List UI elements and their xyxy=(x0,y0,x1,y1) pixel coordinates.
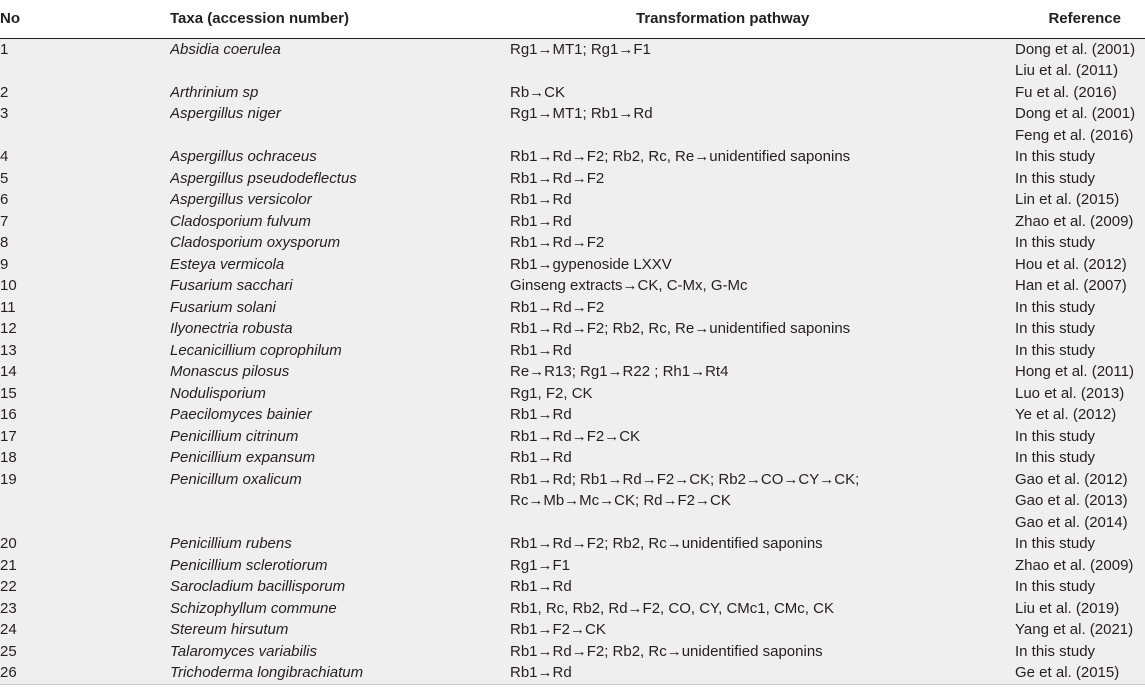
taxa-name: Cladosporium oxysporum xyxy=(170,232,510,254)
transformation-pathway xyxy=(510,38,1015,82)
row-number: 5 xyxy=(0,168,170,190)
reference xyxy=(1015,576,1145,598)
taxa-name: Paecilomyces bainier xyxy=(170,404,510,426)
row-number: 3 xyxy=(0,103,170,146)
taxa-name: Aspergillus versicolor xyxy=(170,189,510,211)
reference-line: In this study xyxy=(1015,341,1096,359)
reference-line: Ye et al. (2012) xyxy=(1015,406,1117,423)
table-row xyxy=(0,146,1145,168)
row-number: 2 xyxy=(0,82,170,104)
pathway-line: Rb1→Rd→F2; Rb2, Rc, Re→unidentified saponins xyxy=(510,320,851,337)
reference xyxy=(1015,361,1145,383)
reference-line: In this study xyxy=(1015,449,1096,466)
table-row xyxy=(0,533,1145,555)
pathway-line: Rb1→Rd xyxy=(510,664,572,681)
row-number: 22 xyxy=(0,576,170,598)
reference xyxy=(1015,168,1145,190)
reference-line: In this study xyxy=(1015,169,1096,187)
transformation-pathway xyxy=(510,619,1015,641)
reference-line: Dong et al. (2001) xyxy=(1015,105,1136,122)
table-row xyxy=(0,211,1145,233)
table-row xyxy=(0,103,1145,146)
taxa-name: Aspergillus pseudodeflectus xyxy=(170,168,510,190)
table-row xyxy=(0,232,1145,254)
transformation-pathway xyxy=(510,447,1015,469)
reference-line: Luo et al. (2013) xyxy=(1015,384,1125,402)
transformation-pathway xyxy=(510,598,1015,620)
transformation-pathway xyxy=(510,383,1015,405)
reference xyxy=(1015,619,1145,641)
reference-line: In this study xyxy=(1015,148,1096,165)
pathway-line: Ginseng extracts→CK, C-Mx, G-Mc xyxy=(510,277,748,294)
pathway-line: Rb1→Rd→F2; Rb2, Rc→unidentified saponins xyxy=(510,535,823,552)
table-bottom-rule xyxy=(0,684,1145,685)
pathway-line: Rg1→MT1; Rb1→Rd xyxy=(510,105,653,122)
reference-line: Liu et al. (2011) xyxy=(1015,62,1119,79)
taxa-name: Aspergillus ochraceus xyxy=(170,146,510,168)
table-row xyxy=(0,555,1145,577)
transformation-pathway xyxy=(510,662,1015,684)
taxa-name: Lecanicillium coprophilum xyxy=(170,340,510,362)
transformation-pathway xyxy=(510,576,1015,598)
row-number: 18 xyxy=(0,447,170,469)
table-row xyxy=(0,297,1145,319)
pathway-line: Rg1→MT1; Rg1→F1 xyxy=(510,40,651,58)
reference-line: In this study xyxy=(1015,234,1096,251)
transformation-pathway xyxy=(510,533,1015,555)
table-row xyxy=(0,318,1145,340)
reference-line: Yang et al. (2021) xyxy=(1015,621,1134,638)
reference xyxy=(1015,103,1145,146)
header-taxa: Taxa (accession number) xyxy=(170,0,510,38)
taxa-name: Aspergillus niger xyxy=(170,103,510,146)
transformation-pathway xyxy=(510,641,1015,663)
reference-line: Feng et al. (2016) xyxy=(1015,126,1134,144)
taxa-name: Cladosporium fulvum xyxy=(170,211,510,233)
pathway-line: Rc→Mb→Mc→CK; Rd→F2→CK xyxy=(510,492,731,509)
taxa-name: Trichoderma longibrachiatum xyxy=(170,662,510,684)
table-row xyxy=(0,576,1145,598)
reference xyxy=(1015,662,1145,684)
row-number: 17 xyxy=(0,426,170,448)
taxa-name: Absidia coerulea xyxy=(170,38,510,82)
reference-line: Zhao et al. (2009) xyxy=(1015,556,1134,574)
header-row xyxy=(0,0,1145,38)
pathway-line: Rb1→Rd→F2; Rb2, Rc, Re→unidentified saponins xyxy=(510,148,851,165)
pathway-line: Rb1→Rd→F2; Rb2, Rc→unidentified saponins xyxy=(510,642,823,660)
reference xyxy=(1015,254,1145,276)
reference xyxy=(1015,641,1145,663)
reference-line: Fu et al. (2016) xyxy=(1015,83,1117,101)
pathway-line: Rb1→Rd→F2 xyxy=(510,169,605,187)
reference xyxy=(1015,38,1145,82)
taxa-name: Fusarium solani xyxy=(170,297,510,319)
header-pathway: Transformation pathway xyxy=(510,0,1015,38)
table-row xyxy=(0,598,1145,620)
reference xyxy=(1015,82,1145,104)
reference xyxy=(1015,297,1145,319)
taxa-name: Nodulisporium xyxy=(170,383,510,405)
taxa-name: Penicillium expansum xyxy=(170,447,510,469)
reference xyxy=(1015,598,1145,620)
transformation-pathway xyxy=(510,168,1015,190)
taxa-name: Ilyonectria robusta xyxy=(170,318,510,340)
row-number: 23 xyxy=(0,598,170,620)
table-row xyxy=(0,254,1145,276)
row-number: 6 xyxy=(0,189,170,211)
reference-line: In this study xyxy=(1015,642,1096,660)
taxa-name: Talaromyces variabilis xyxy=(170,641,510,663)
transformation-pathway xyxy=(510,146,1015,168)
table-row xyxy=(0,361,1145,383)
pathway-line: Rb1→Rd→F2 xyxy=(510,298,605,316)
pathway-line: Rb1→Rd xyxy=(510,341,572,359)
reference-line: In this study xyxy=(1015,298,1096,316)
reference xyxy=(1015,146,1145,168)
row-number: 24 xyxy=(0,619,170,641)
row-number: 7 xyxy=(0,211,170,233)
reference-line: In this study xyxy=(1015,427,1096,445)
transformation-pathway xyxy=(510,189,1015,211)
transformation-pathway xyxy=(510,340,1015,362)
row-number: 9 xyxy=(0,254,170,276)
table-row xyxy=(0,275,1145,297)
pathway-line: Rb1, Rc, Rb2, Rd→F2, CO, CY, CMc1, CMc, CK xyxy=(510,599,834,617)
table-row xyxy=(0,426,1145,448)
row-number: 4 xyxy=(0,146,170,168)
table-header xyxy=(0,0,1145,38)
reference-line: In this study xyxy=(1015,535,1096,552)
pathway-line: Rb1→Rd→F2 xyxy=(510,234,605,251)
transformation-pathway xyxy=(510,318,1015,340)
taxa-name: Fusarium sacchari xyxy=(170,275,510,297)
reference xyxy=(1015,232,1145,254)
pathway-line: Rb1→gypenoside LXXV xyxy=(510,255,672,273)
reference xyxy=(1015,383,1145,405)
reference-line: In this study xyxy=(1015,578,1096,595)
table-row xyxy=(0,189,1145,211)
pathway-line: Re→R13; Rg1→R22 ; Rh1→Rt4 xyxy=(510,363,729,380)
transformation-pathway xyxy=(510,361,1015,383)
reference xyxy=(1015,340,1145,362)
table-row xyxy=(0,82,1145,104)
reference-line: Lin et al. (2015) xyxy=(1015,191,1120,208)
transformation-pathway xyxy=(510,555,1015,577)
transformation-pathway xyxy=(510,297,1015,319)
table-row xyxy=(0,404,1145,426)
pathway-line: Rb1→Rd xyxy=(510,406,572,423)
table-row xyxy=(0,168,1145,190)
reference-line: Ge et al. (2015) xyxy=(1015,664,1120,681)
reference-line: Han et al. (2007) xyxy=(1015,277,1127,294)
reference xyxy=(1015,189,1145,211)
pathway-line: Rg1→F1 xyxy=(510,556,571,574)
taxa-name: Esteya vermicola xyxy=(170,254,510,276)
reference-line: Gao et al. (2012) xyxy=(1015,470,1128,488)
row-number: 1 xyxy=(0,38,170,82)
row-number: 25 xyxy=(0,641,170,663)
reference xyxy=(1015,469,1145,534)
reference xyxy=(1015,211,1145,233)
pathway-line: Rb1→Rd xyxy=(510,578,572,595)
pathway-line: Rb1→Rd xyxy=(510,449,572,466)
row-number: 21 xyxy=(0,555,170,577)
table-row xyxy=(0,619,1145,641)
reference-line: Zhao et al. (2009) xyxy=(1015,212,1134,230)
reference-line: Hou et al. (2012) xyxy=(1015,255,1127,273)
row-number: 11 xyxy=(0,297,170,319)
row-number: 14 xyxy=(0,361,170,383)
transformation-pathway xyxy=(510,211,1015,233)
table-row xyxy=(0,38,1145,82)
row-number: 10 xyxy=(0,275,170,297)
header-reference: Reference xyxy=(1015,0,1145,38)
row-number: 19 xyxy=(0,469,170,534)
row-number: 15 xyxy=(0,383,170,405)
reference xyxy=(1015,555,1145,577)
reference xyxy=(1015,318,1145,340)
transformation-pathway xyxy=(510,82,1015,104)
transformation-pathway xyxy=(510,232,1015,254)
taxa-name: Penicillium rubens xyxy=(170,533,510,555)
taxa-name: Sarocladium bacillisporum xyxy=(170,576,510,598)
reference-line: Dong et al. (2001) xyxy=(1015,40,1136,58)
reference-line: In this study xyxy=(1015,320,1096,337)
pathway-line: Rb1→Rd xyxy=(510,212,572,230)
reference xyxy=(1015,404,1145,426)
table-row xyxy=(0,662,1145,684)
taxa-name: Penicillium sclerotiorum xyxy=(170,555,510,577)
pathway-line: Rg1, F2, CK xyxy=(510,384,593,402)
transformation-pathway xyxy=(510,469,1015,534)
reference-line: Liu et al. (2019) xyxy=(1015,599,1120,617)
taxa-name: Stereum hirsutum xyxy=(170,619,510,641)
table-row xyxy=(0,340,1145,362)
row-number: 13 xyxy=(0,340,170,362)
table-body xyxy=(0,38,1145,684)
pathway-line: Rb1→Rd xyxy=(510,191,572,208)
row-number: 20 xyxy=(0,533,170,555)
pathway-line: Rb→CK xyxy=(510,83,566,101)
taxa-name: Monascus pilosus xyxy=(170,361,510,383)
transformation-pathway xyxy=(510,275,1015,297)
reference xyxy=(1015,275,1145,297)
reference-line: Gao et al. (2013) xyxy=(1015,492,1128,509)
reference-line: Hong et al. (2011) xyxy=(1015,363,1134,380)
pathway-line: Rb1→Rd→F2→CK xyxy=(510,427,641,445)
table-row xyxy=(0,383,1145,405)
transformation-pathway xyxy=(510,404,1015,426)
row-number: 12 xyxy=(0,318,170,340)
header-no: No xyxy=(0,0,170,38)
table-row xyxy=(0,469,1145,534)
taxa-name: Schizophyllum commune xyxy=(170,598,510,620)
taxa-name: Arthrinium sp xyxy=(170,82,510,104)
reference-line: Gao et al. (2014) xyxy=(1015,513,1128,531)
reference xyxy=(1015,447,1145,469)
row-number: 26 xyxy=(0,662,170,684)
table-row xyxy=(0,447,1145,469)
transformation-pathway xyxy=(510,254,1015,276)
taxa-name: Penicillum oxalicum xyxy=(170,469,510,534)
reference xyxy=(1015,533,1145,555)
transformation-pathway xyxy=(510,426,1015,448)
reference xyxy=(1015,426,1145,448)
row-number: 8 xyxy=(0,232,170,254)
row-number: 16 xyxy=(0,404,170,426)
taxa-name: Penicillium citrinum xyxy=(170,426,510,448)
pathway-line: Rb1→Rd; Rb1→Rd→F2→CK; Rb2→CO→CY→CK; xyxy=(510,470,860,488)
table-row xyxy=(0,641,1145,663)
transformation-pathway xyxy=(510,103,1015,146)
pathway-line: Rb1→F2→CK xyxy=(510,621,606,638)
